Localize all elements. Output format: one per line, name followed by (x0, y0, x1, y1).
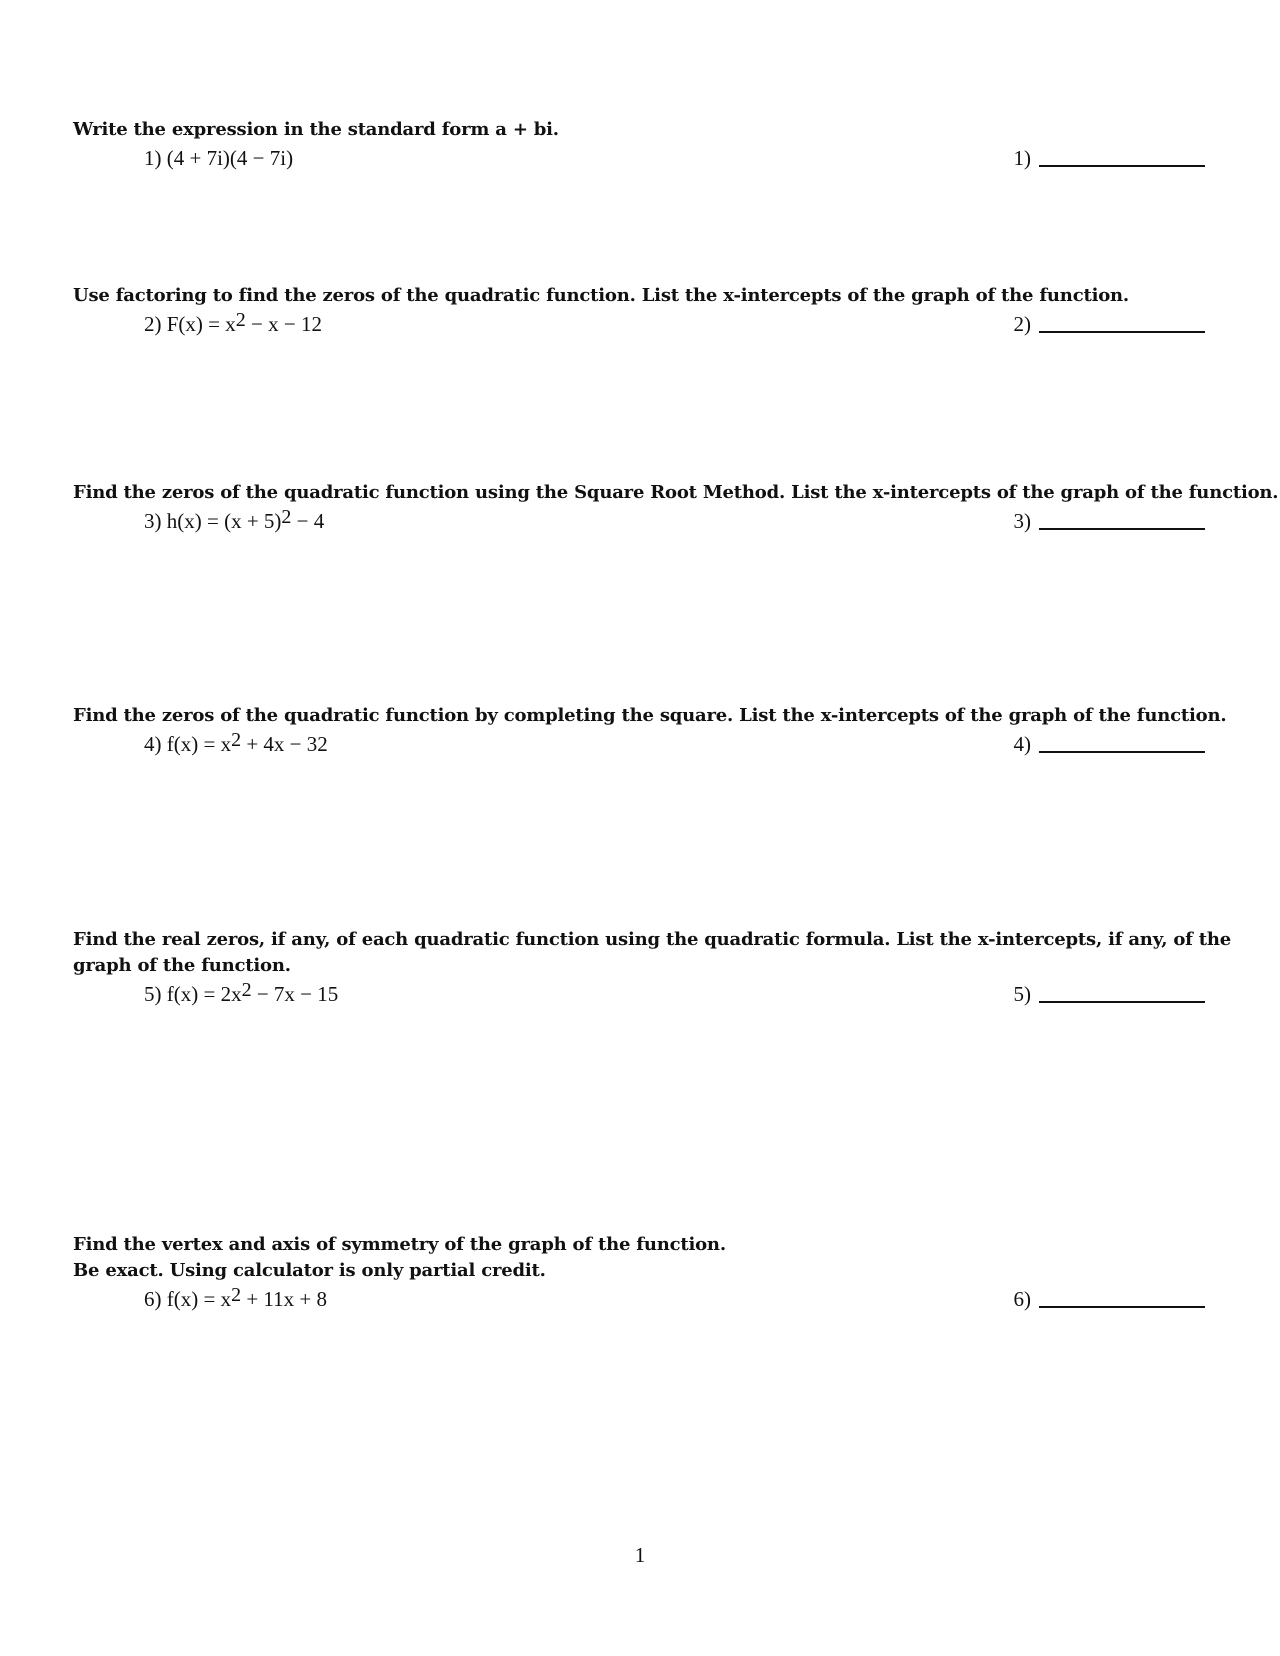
instruction-3: Find the zeros of the quadratic function using the Square Root Method. List the x-intercepts of the graph of the function. (73, 482, 1279, 503)
answer-line-1[interactable] (1039, 165, 1205, 167)
answer-line-6[interactable] (1039, 1306, 1205, 1308)
problem-6: 6) f(x) = x2 + 11x + 8 (144, 1284, 327, 1311)
problem-4: 4) f(x) = x2 + 4x − 32 (144, 729, 328, 756)
question-section-2 (73, 283, 1205, 339)
question-section-6 (73, 1232, 1205, 1314)
page-number: 1 (634, 1543, 646, 1567)
problem-row-2 (73, 309, 1205, 339)
answer-blank-1[interactable]: 1) (1014, 143, 1206, 173)
answer-blank-4[interactable]: 4) (1014, 729, 1206, 759)
question-section-3 (73, 480, 1279, 536)
answer-line-5[interactable] (1039, 1001, 1205, 1003)
question-section-1 (73, 117, 1205, 173)
problem-row-4 (73, 729, 1205, 759)
instruction-1: Write the expression in the standard form a + bi. (73, 119, 559, 140)
problem-row-1 (73, 143, 1205, 173)
answer-line-3[interactable] (1039, 528, 1205, 530)
answer-blank-5[interactable]: 5) (1014, 979, 1206, 1009)
answer-line-4[interactable] (1039, 751, 1205, 753)
answer-blank-6[interactable]: 6) (1014, 1284, 1206, 1314)
instruction-4: Find the zeros of the quadratic function by completing the square. List the x-intercepts of the graph of the function. (73, 705, 1227, 726)
problem-row-3 (73, 506, 1205, 536)
answer-line-2[interactable] (1039, 331, 1205, 333)
problem-row-5 (73, 979, 1205, 1009)
instruction-5: Find the real zeros, if any, of each quadratic function using the quadratic formula. List the x-intercepts, if any, of the graph of the function. (73, 929, 1232, 976)
answer-blank-2[interactable]: 2) (1014, 309, 1206, 339)
instruction-2: Use factoring to find the zeros of the quadratic function. List the x-intercepts of the graph of the function. (73, 285, 1129, 306)
question-section-5 (73, 927, 1232, 1009)
problem-2: 2) F(x) = x2 − x − 12 (144, 309, 322, 336)
question-section-4 (73, 703, 1227, 759)
problem-row-6 (73, 1284, 1205, 1314)
problem-3: 3) h(x) = (x + 5)2 − 4 (144, 506, 325, 533)
problem-1: 1) (4 + 7i)(4 − 7i) (144, 146, 294, 170)
answer-blank-3[interactable]: 3) (1014, 506, 1206, 536)
problem-5: 5) f(x) = 2x2 − 7x − 15 (144, 979, 339, 1006)
instruction-6: Find the vertex and axis of symmetry of the graph of the function. Be exact. Using calculator is only partial credit. (73, 1234, 726, 1281)
